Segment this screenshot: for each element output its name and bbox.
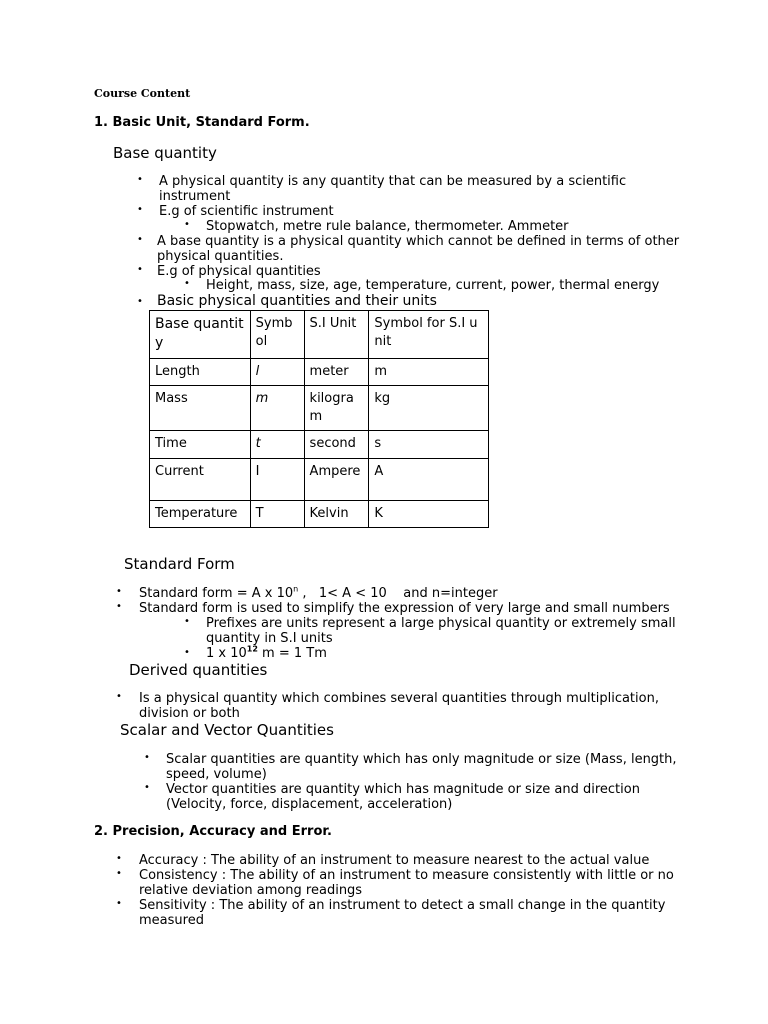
derived-quantities-title: Derived quantities xyxy=(129,661,268,679)
standard-form-bullet-2: Standard form is used to simplify the expression of very large and small numbers xyxy=(139,601,670,616)
cell-unit-symbol: s xyxy=(369,431,489,459)
tera-expr: 1 x 10 xyxy=(206,646,247,661)
cell-unit: Ampere xyxy=(304,459,369,501)
base-bullet-4-sub: Height, mass, size, age, temperature, current, power, thermal energy xyxy=(206,278,660,293)
bullet-icon: • xyxy=(116,853,122,864)
scalar-vector-title: Scalar and Vector Quantities xyxy=(120,721,334,739)
derived-bullet-line2: division or both xyxy=(139,706,240,721)
base-bullet-5: Basic physical quantities and their units xyxy=(157,293,437,309)
table-row xyxy=(150,431,489,459)
base-bullet-3-line1: A base quantity is a physical quantity which cannot be defined in terms of other xyxy=(157,234,680,249)
sub-bullet-icon: • xyxy=(184,278,190,289)
cell-symbol: m xyxy=(250,386,304,431)
standard-form-conditions: , 1< A < 10 and n=integer xyxy=(298,586,498,601)
cell-unit-symbol: m xyxy=(369,359,489,386)
bullet-icon: • xyxy=(137,174,143,185)
base-bullet-1-line1: A physical quantity is any quantity that can be measured by a scientific xyxy=(159,174,627,189)
bullet-icon: • xyxy=(137,296,143,307)
sub-bullet-icon: • xyxy=(184,647,190,658)
units-table xyxy=(149,310,489,528)
table-row xyxy=(150,359,489,386)
cell-quantity: Time xyxy=(150,431,251,459)
accuracy-bullet: Accuracy : The ability of an instrument to measure nearest to the actual value xyxy=(139,853,650,868)
bullet-icon: • xyxy=(116,691,122,702)
table-row xyxy=(150,459,489,501)
header-base-quantity: Base quantity xyxy=(150,311,251,359)
base-bullet-2-sub: Stopwatch, metre rule balance, thermometer. Ammeter xyxy=(206,219,569,234)
consistency-bullet-line2: relative deviation among readings xyxy=(139,883,363,898)
exponent-n: n xyxy=(293,584,299,594)
vector-bullet-line1: Vector quantities are quantity which has magnitude or size and direction xyxy=(166,782,640,797)
cell-unit-symbol: A xyxy=(369,459,489,501)
sub-bullet-icon: • xyxy=(184,616,190,627)
course-title: Course Content xyxy=(94,87,191,100)
cell-symbol: I xyxy=(250,459,304,501)
base-bullet-1-line2: instrument xyxy=(159,189,231,204)
bullet-icon: • xyxy=(116,601,122,612)
bullet-icon: • xyxy=(137,234,143,245)
scalar-bullet-line1: Scalar quantities are quantity which has only magnitude or size (Mass, length, xyxy=(166,752,677,767)
vector-bullet-line2: (Velocity, force, displacement, acceleration) xyxy=(166,797,453,812)
cell-quantity: Length xyxy=(150,359,251,386)
bullet-icon: • xyxy=(144,752,150,763)
cell-quantity: Current xyxy=(150,459,251,501)
exponent-12: 12 xyxy=(246,644,258,654)
derived-bullet-line1: Is a physical quantity which combines several quantities through multiplication, xyxy=(139,691,659,706)
bullet-icon: • xyxy=(116,898,122,909)
table-row xyxy=(150,501,489,528)
scalar-bullet-line2: speed, volume) xyxy=(166,767,267,782)
base-bullet-3-line2: physical quantities. xyxy=(157,249,284,264)
bullet-icon: • xyxy=(116,586,122,597)
table-header-row xyxy=(150,311,489,359)
standard-form-title: Standard Form xyxy=(124,555,235,573)
header-si-unit: S.I Unit xyxy=(304,311,369,359)
sensitivity-bullet-line2: measured xyxy=(139,913,204,928)
cell-unit: meter xyxy=(304,359,369,386)
cell-quantity: Temperature xyxy=(150,501,251,528)
standard-form-expr: Standard form = A x 10 xyxy=(139,586,294,601)
sensitivity-bullet-line1: Sensitivity : The ability of an instrument to detect a small change in the quantity xyxy=(139,898,666,913)
tera-result: m = 1 Tm xyxy=(257,646,327,661)
cell-symbol: t xyxy=(250,431,304,459)
cell-quantity: Mass xyxy=(150,386,251,431)
sub-bullet-icon: • xyxy=(184,219,190,230)
cell-unit-symbol: kg xyxy=(369,386,489,431)
bullet-icon: • xyxy=(137,264,143,275)
base-bullet-4: E.g of physical quantities xyxy=(157,264,321,279)
section2-heading: 2. Precision, Accuracy and Error. xyxy=(94,824,332,839)
bullet-icon: • xyxy=(144,782,150,793)
cell-unit: kilogram xyxy=(304,386,369,431)
standard-form-bullet-1 xyxy=(139,586,498,601)
prefix-bullet-line1: Prefixes are units represent a large physical quantity or extremely small xyxy=(206,616,676,631)
table-row xyxy=(150,386,489,431)
bullet-icon: • xyxy=(137,204,143,215)
cell-symbol: T xyxy=(250,501,304,528)
prefix-bullet-line2: quantity in S.I units xyxy=(206,631,333,646)
tera-example xyxy=(206,646,327,661)
cell-symbol: l xyxy=(250,359,304,386)
header-si-symbol: Symbol for S.I unit xyxy=(369,311,489,359)
consistency-bullet-line1: Consistency : The ability of an instrument to measure consistently with little or no xyxy=(139,868,674,883)
bullet-icon: • xyxy=(116,868,122,879)
section1-heading: 1. Basic Unit, Standard Form. xyxy=(94,115,310,130)
base-bullet-2: E.g of scientific instrument xyxy=(159,204,334,219)
base-quantity-title: Base quantity xyxy=(113,144,217,162)
cell-unit: second xyxy=(304,431,369,459)
cell-unit-symbol: K xyxy=(369,501,489,528)
cell-unit: Kelvin xyxy=(304,501,369,528)
header-symbol: Symbol xyxy=(250,311,304,359)
